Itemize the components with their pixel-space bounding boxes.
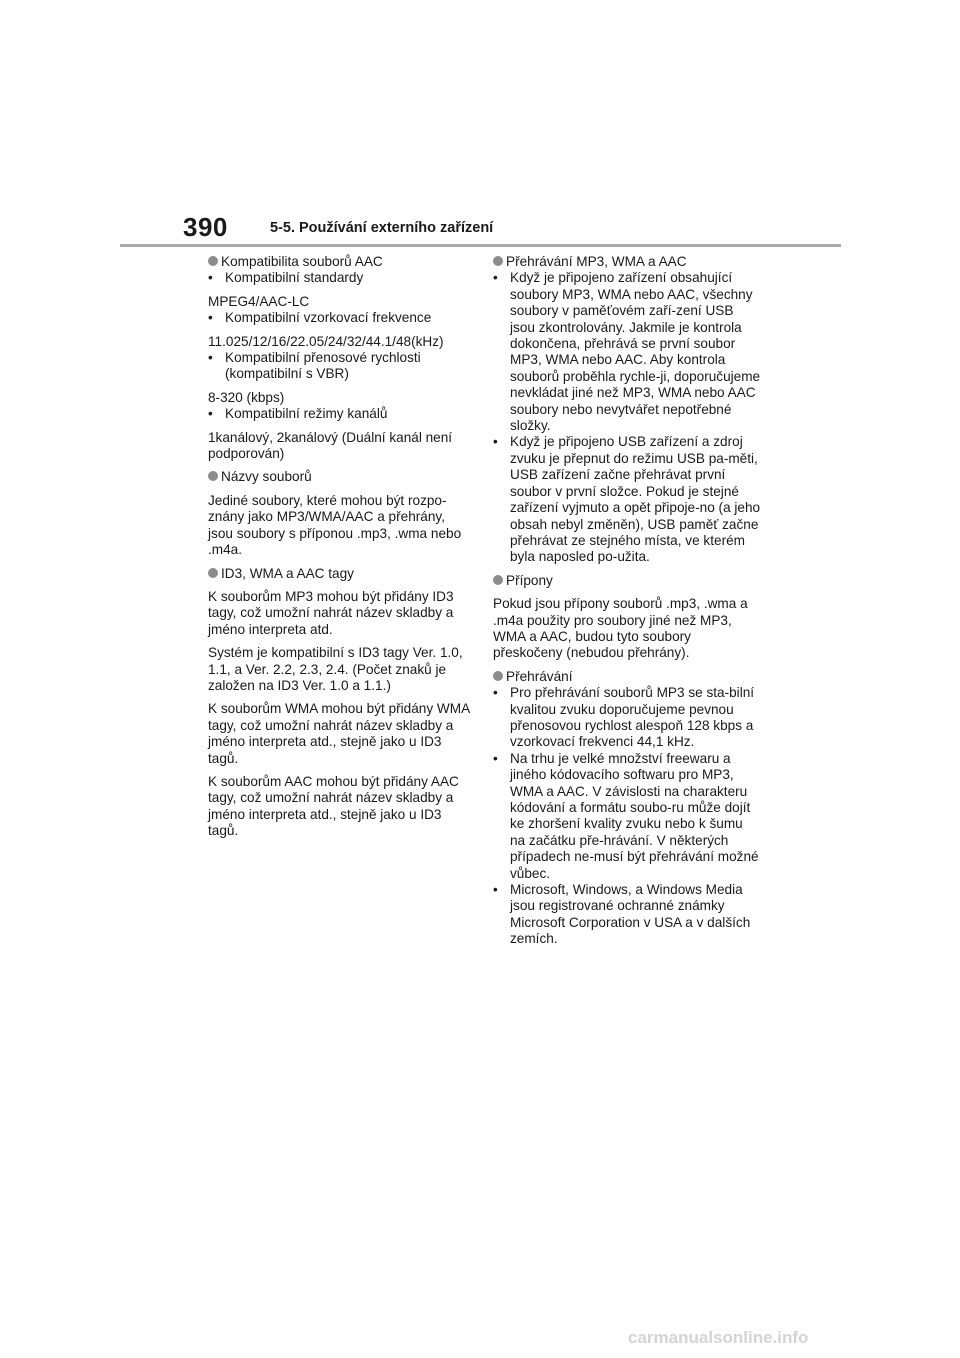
paragraph: Systém je kompatibilní s ID3 tagy Ver. 1.0, 1.1, a Ver. 2.2, 2.3, 2.4. (Počet znaků je založen na ID3 Ver. 1.0 a 1.1.)	[208, 645, 463, 693]
section-heading-file-names: Názvy souborů	[208, 469, 470, 485]
paragraph: K souborům AAC mohou být přidány AAC tagy, což umožní nahrát název skladby a jméno interpreta atd., stejně jako u ID3 tagů.	[208, 773, 459, 839]
section-title: 5-5. Používání externího zařízení	[270, 220, 494, 236]
bullet-dot-icon	[493, 256, 503, 266]
list-item: • Když je připojeno USB zařízení a zdroj zvuku je přepnut do režimu USB pa-měti, USB zařízení začne přehrávat první soubor v první složce. Pokud je stejné zařízení vyjmuto a opět připoje-no (a jeho obsah nebyl změněn), USB paměť začne přehrávat ze stejného místa, ve kterém byla naposled po-užita.	[493, 434, 761, 565]
paragraph: K souborům MP3 mohou být přidány ID3 tagy, což umožní nahrát název skladby a jméno interpreta atd.	[208, 588, 454, 637]
left-column	[208, 254, 470, 840]
list-item: • Kompatibilní přenosové rychlosti (kompatibilní s VBR)	[208, 350, 421, 382]
section-heading-playback-files: Přehrávání MP3, WMA a AAC	[493, 254, 761, 270]
paragraph: MPEG4/AAC-LC	[208, 293, 310, 309]
list-item: • Na trhu je velké množství freewaru a jiného kódovacího softwaru pro MP3, WMA a AAC. V závislosti na charakteru kódování a formátu soubo-ru může dojít ke zhoršení kvality zvuku nebo k šumu na začátku pře-hrávání. V některých případech ne-musí být přehrávání možné vůbec.	[493, 750, 759, 881]
paragraph: K souborům WMA mohou být přidány WMA tagy, což umožní nahrát název skladby a jméno interpreta atd., stejně jako u ID3 tagů.	[208, 701, 470, 766]
paragraph: Jediné soubory, které mohou být rozpo-znány jako MP3/WMA/AAC a přehrány, jsou soubory s příponou .mp3, .wma nebo .m4a.	[208, 492, 462, 558]
list-item: • Kompatibilní vzorkovací frekvence	[208, 310, 432, 326]
paragraph: 1kanálový, 2kanálový (Duální kanál není podporován)	[208, 429, 453, 462]
list-item: • Kompatibilní standardy	[208, 270, 364, 286]
list-item: • Pro přehrávání souborů MP3 se sta-bilní kvalitou zvuku doporučujeme pevnou přenosovou rychlost alespoň 128 kbps a vzorkovací frekvenci 44,1 kHz.	[493, 685, 755, 750]
right-column	[493, 254, 761, 948]
bullet-dot-icon	[208, 256, 218, 266]
section-heading-aac-compat: Kompatibilita souborů AAC	[208, 254, 470, 270]
section-heading-tags: ID3, WMA a AAC tagy	[208, 566, 470, 582]
bullet-dot-icon	[493, 671, 503, 681]
list-item: • Kompatibilní režimy kanálů	[208, 406, 388, 422]
list-item: • Microsoft, Windows, a Windows Media jsou registrované ochranné známky Microsoft Corporation v USA a v dalších zemích.	[493, 882, 751, 947]
bullet-dot-icon	[493, 575, 503, 585]
paragraph: 11.025/12/16/22.05/24/32/44.1/48(kHz)	[208, 333, 444, 349]
section-heading-playback: Přehrávání	[493, 669, 761, 685]
header-divider	[120, 244, 841, 247]
list-item: • Když je připojeno zařízení obsahující soubory MP3, WMA nebo AAC, všechny soubory v paměťovém zaří-zení USB jsou zkontrolovány. Jakmile je kontrola dokončena, přehrává se první soubor MP3, WMA nebo AAC. Aby kontrola souborů proběhla rychle-ji, doporučujeme nevkládat jiné než MP3, WMA nebo AAC soubory nebo nevytvářet nepotřebné složky.	[493, 270, 761, 434]
paragraph: 8-320 (kbps)	[208, 389, 285, 405]
paragraph: Pokud jsou přípony souborů .mp3, .wma a .m4a použity pro soubory jiné než MP3, WMA a AAC, budou tyto soubory přeskočeny (nebudou přehrány).	[493, 596, 748, 661]
watermark: carmanualsonline.info	[628, 1328, 809, 1347]
bullet-dot-icon	[208, 568, 218, 578]
bullet-dot-icon	[208, 471, 218, 481]
page-number: 390	[183, 212, 228, 242]
section-heading-extensions: Přípony	[493, 573, 761, 589]
